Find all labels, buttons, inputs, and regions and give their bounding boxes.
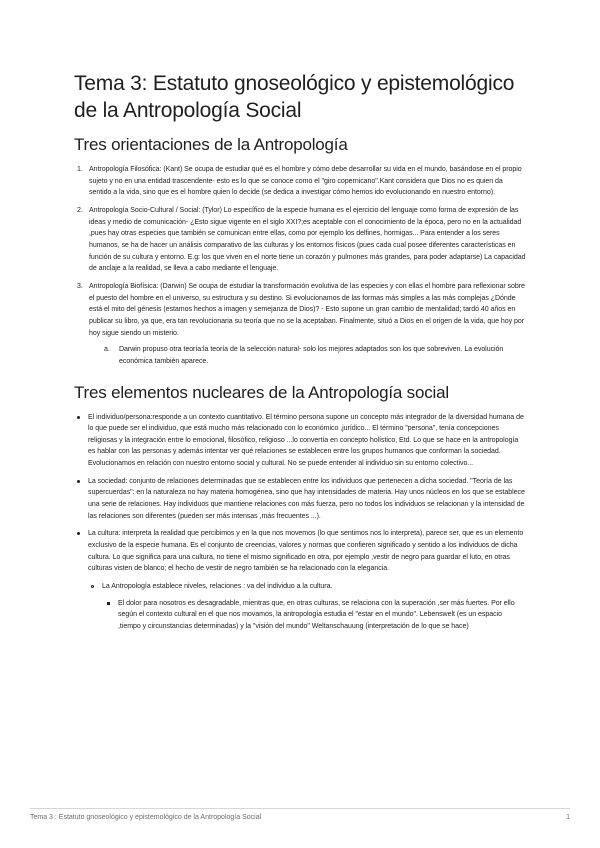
nested-bullet-item [74, 598, 526, 633]
list-item-text: Antropología Socio-Cultural / Social: (Tylor) Lo específico de la especie humana es el ejercicio del lenguaje como forma de expresión de las ideas y medio de comunicación- ¿Esto sigue vigente en el siglo XXI?;es aceptable con el conocimiento de la época, pero no en la actualidad ,pues hay otras especies que también se comunican entre ellas, como por ejemplo los delfines, hormigas... Para entender a los seres humanos, se ha de hacer un análisis comparativo de las culturas y los entornos físicos (pues cada cual posee diferentes características en función de su cultura y entorno. E.g: los que viven en el norte tiene un corazón y pulmones más grandes, para poder adaptarse) La capacidad de anclaje a la realidad, se lleva a cabo mediante el lenguaje. [89, 206, 526, 273]
sub-list-item-text: Darwin propuso otra teoría:la teoría de la selección natural- solo los mejores adaptados son los que sobreviven. La evolución económica también aparece. [119, 346, 504, 365]
nested-bullet-text: La Antropología establece niveles, relaciones : va del individuo a la cultura. [102, 583, 333, 591]
footer-divider [30, 808, 570, 809]
list-item [74, 281, 526, 368]
page-title: Tema 3: Estatuto gnoseológico y epistemológico de la Antropología Social [74, 72, 515, 122]
list-item-text: Antropología Biofísica: (Darwin) Se ocupa de estudiar la transformación evolutiva de las especies y con ellas el hombre para reflexionar sobre el puesto del hombre en el universo, su estructura y su destino. Si evolucionamos de las formas más simples a las más complejas ¿Dónde está el mito del génesis (estamos hechos a imagen y semejanza de Dios)? - Esto supone un gran cambio de mentalidad; tardó 40 años en publicar su libro, ya que, era tan revolucionaria su teoría que no se la aceptaban. Finalmente, situó a Dios en el origen de la vida, que hoy por hoy sigue siendo un misterio. [89, 282, 525, 337]
nested-list-level-2 [74, 581, 526, 633]
list-item [74, 205, 526, 275]
sub-list-letter: a. [104, 346, 110, 354]
list-number: 3. [77, 282, 83, 290]
circle-bullet-icon [91, 585, 94, 588]
nested-bullet-item [74, 581, 526, 633]
bullet-icon [77, 480, 80, 483]
bullet-icon [77, 416, 80, 419]
bullet-item-text: La cultura: interpreta la realidad que percibimos y en la que nos movemos (lo que sentimos nos lo interpreta), parece ser, que es un elemento exclusivo de la especie humana. Es el conjunto de creencias, valores y normas que confieren significado y sentido a los individuos de dicha cultura. Lo que significa para una cultura, no tiene el mismo significado en otra, por ejemplo ,vestir de negro para guardar el luto, en otras culturas visten de blanco; el hecho de vestir de negro también se ha relacionado con la elegancia. [88, 530, 524, 573]
sub-list [89, 344, 526, 367]
page-number: 1 [566, 814, 570, 821]
bullet-item [74, 476, 526, 523]
nested-bullet-text: El dolor para nosotros es desagradable, mientras que, en otras culturas, se relaciona con la superación ,ser más fuertes. Por ello según el contexto cultural en el que nos movamos, la antropología estudia el "estar en el mundo". Lebenswelt (es un espacio ,tiempo y circunstancias determinadas) y la "visión del mundo" Weltanschauung (interpretación de lo que se hace) [118, 599, 515, 630]
bullet-item [74, 412, 526, 470]
list-number: 2. [77, 206, 83, 214]
section-heading-elementos: Tres elementos nucleares de la Antropología social [74, 382, 449, 402]
document-page [74, 70, 526, 633]
footer-text: Tema 3 : Estatuto gnoseológico y epistemológico de la Antropología Social [30, 814, 262, 821]
bullet-item-text: La sociedad: conjunto de relaciones determinadas que se establecen entre los individuos que pertenecen a dicha sociedad. "Teoría de las supercuerdas": en la naturaleza no hay materia homogénea, sino que hay intensidades de materia. Hay unos núcleos en los que se establece una serie de relaciones. Hay individuos que mantiene relaciones con más fuerza, pero no todos los individuos se relacionan y la intensidad de las relaciones son diferentes (pueden ser más intensas ,más frecuentes ...). [88, 477, 525, 520]
list-number: 1. [77, 166, 83, 173]
list-item [74, 164, 526, 199]
bullet-item [74, 528, 526, 575]
bullet-icon [77, 532, 80, 535]
section-heading-orientaciones: Tres orientaciones de la Antropología [74, 135, 348, 154]
orientaciones-list [74, 164, 526, 368]
list-item-text: Antropología Filosófica: (Kant) Se ocupa de estudiar qué es el hombre y cómo debe desarrollar su vida en el mundo, basándose en el propio sujeto y no en una entidad trascendente- esto es lo que se conoce como el "giro copernicano".Kant considera que Dios no es quien da sentido a la vida, sino que es el hombre quien lo decide (se dedica a investigar cómo hemos ido evolucionando en nuestro entorno). [89, 166, 522, 197]
nested-list-level-3 [74, 598, 526, 633]
bullet-item-text: El individuo/persona:responde a un contexto cuantitativo. El término persona supone un concepto más integrador de la diversidad humana de lo que puede ser el individuo, que está mucho más relacionado con lo económico ,jurídico... El término "persona", tenía concepciones religiosas y la integración entre lo emocional, filosófico, religioso ...lo convertía en concepto holístico, Etd. Lo que se hace en la antropología es hablar con las personas y además intentar ver qué relaciones se establecen entre los grupos humanos que conforman la sociedad. Evolucionamos en relación con nuestro entorno social y cultural. No se puede entender al individuo sin su entorno colectivo... [88, 413, 524, 468]
sub-list-item [89, 344, 526, 367]
elementos-list [74, 412, 526, 576]
square-bullet-icon [107, 602, 110, 605]
